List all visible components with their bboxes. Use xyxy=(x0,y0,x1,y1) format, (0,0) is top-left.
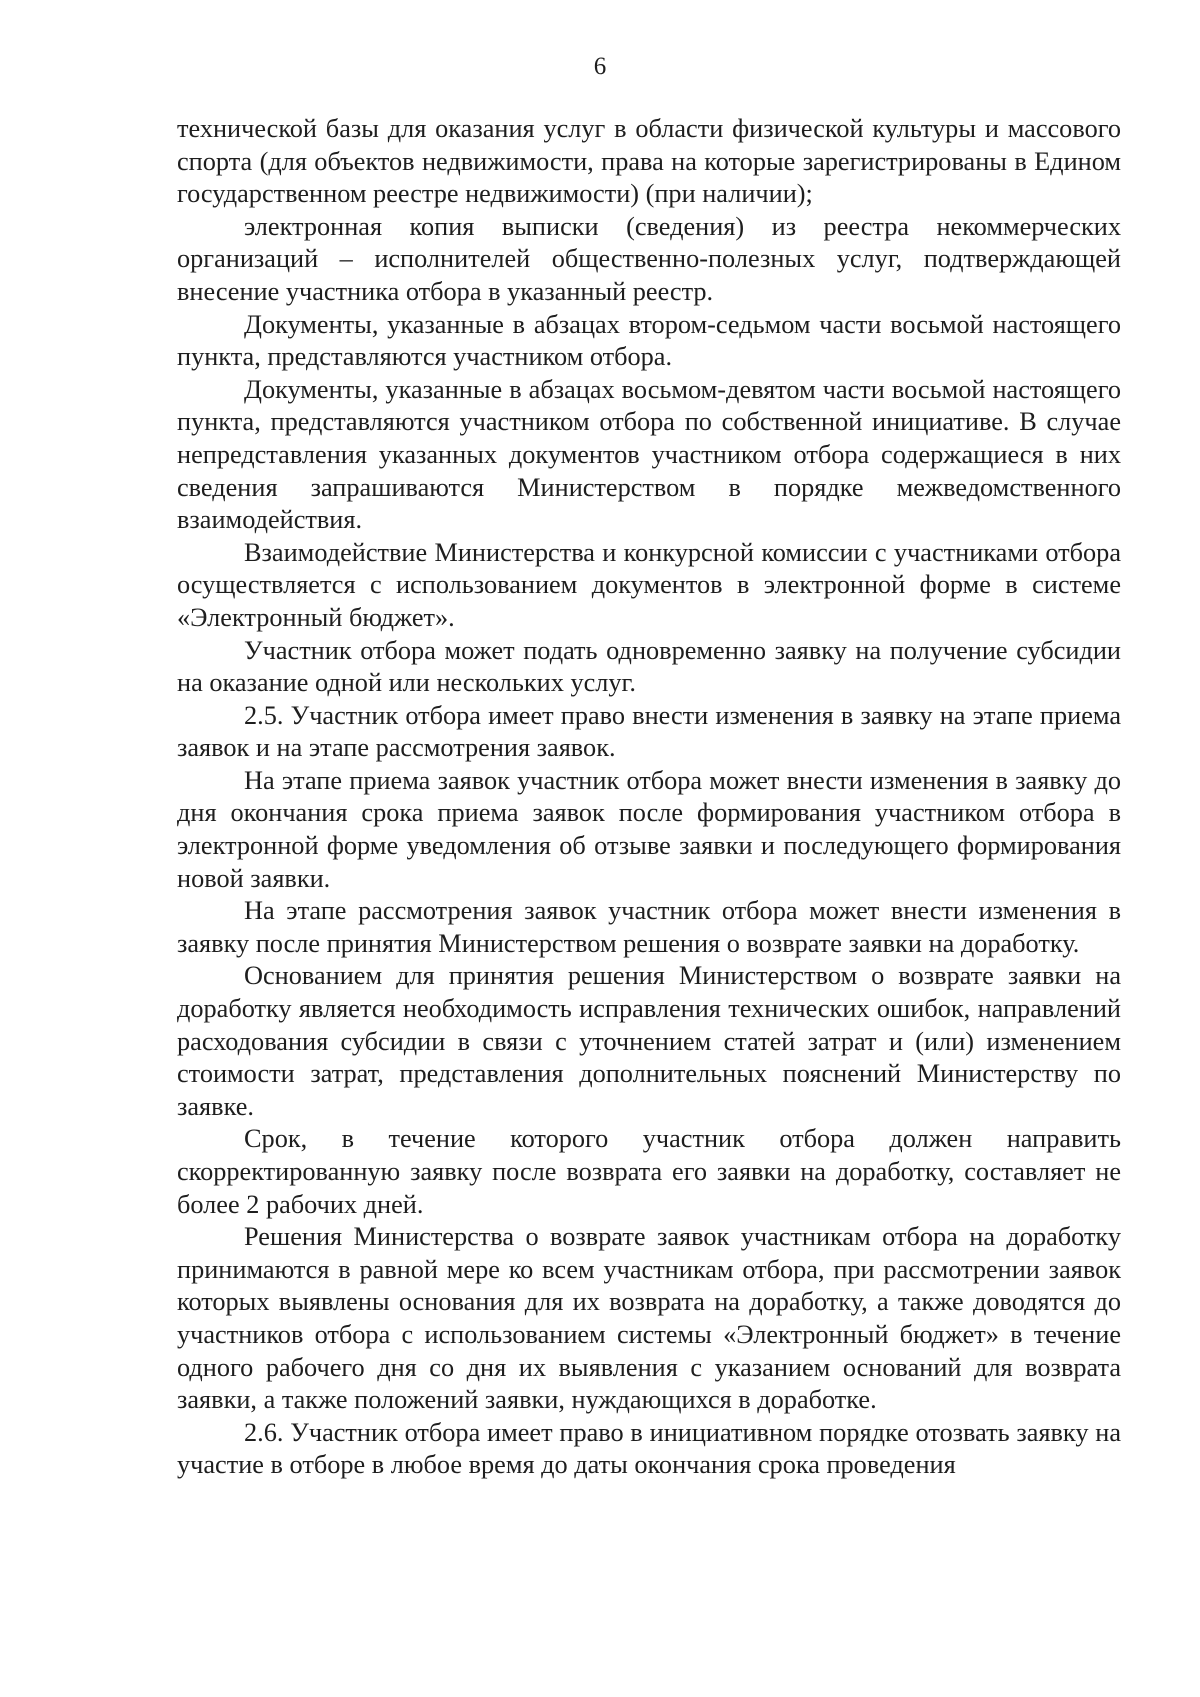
page-number: 6 xyxy=(593,53,607,80)
paragraph-2-5: 2.5. Участник отбора имеет право внести изменения в заявку на этапе приема заявок и на этапе рассмотрения заявок. xyxy=(177,700,1121,763)
paragraph-continuation: технической базы для оказания услуг в области физической культуры и массового спорта (для объектов недвижимости, права на которые зарегистрированы в Едином государственном реестре недвижимости) (при наличии); xyxy=(177,114,1121,209)
paragraph-documents-8-9: Документы, указанные в абзацах восьмом-девятом части восьмой настоящего пункта, представляются участником отбора по собственной инициативе. В случае непредставления указанных документов участником отбора содержащиеся в них сведения запрашиваются Министерством в порядке межведомственного взаимодействия. xyxy=(177,374,1121,535)
paragraph-deadline: Срок, в течение которого участник отбора должен направить скорректированную заявку после возврата его заявки на доработку, составляет не более 2 рабочих дней. xyxy=(177,1124,1121,1219)
document-body xyxy=(177,113,1121,1482)
paragraph-acceptance-stage: На этапе приема заявок участник отбора может внести изменения в заявку до дня окончания срока приема заявок после формирования участником отбора в электронной форме уведомления об отзыве заявки и последующего формирования новой заявки. xyxy=(177,765,1121,893)
paragraph-return-grounds: Основанием для принятия решения Министерством о возврате заявки на доработку является необходимость исправления технических ошибок, направлений расходования субсидии в связи с уточнением статей затрат и (или) изменением стоимости затрат, представления дополнительных пояснений Министерству по заявке. xyxy=(177,961,1121,1121)
paragraph-interaction: Взаимодействие Министерства и конкурсной комиссии с участниками отбора осуществляется с использованием документов в электронной форме в системе «Электронный бюджет». xyxy=(177,537,1121,632)
paragraph-multiple-services: Участник отбора может подать одновременно заявку на получение субсидии на оказание одной или нескольких услуг. xyxy=(177,635,1121,698)
paragraph-return-decisions: Решения Министерства о возврате заявок участникам отбора на доработку принимаются в равной мере ко всем участникам отбора, при рассмотрении заявок которых выявлены основания для их возврата на доработку, а также доводятся до участников отбора с использованием системы «Электронный бюджет» в течение одного рабочего дня со дня их выявления с указанием оснований для возврата заявки, а также положений заявки, нуждающихся в доработке. xyxy=(177,1222,1121,1415)
paragraph-2-6: 2.6. Участник отбора имеет право в инициативном порядке отозвать заявку на участие в отборе в любое время до даты окончания срока проведения xyxy=(177,1417,1121,1480)
paragraph-electronic-copy: электронная копия выписки (сведения) из реестра некоммерческих организаций – исполнителей общественно-полезных услуг, подтверждающей внесение участника отбора в указанный реестр. xyxy=(177,211,1121,306)
paragraph-review-stage: На этапе рассмотрения заявок участник отбора может внести изменения в заявку после принятия Министерством решения о возврате заявки на доработку. xyxy=(177,896,1121,958)
paragraph-documents-2-7: Документы, указанные в абзацах втором-седьмом части восьмой настоящего пункта, представляются участником отбора. xyxy=(177,309,1121,372)
